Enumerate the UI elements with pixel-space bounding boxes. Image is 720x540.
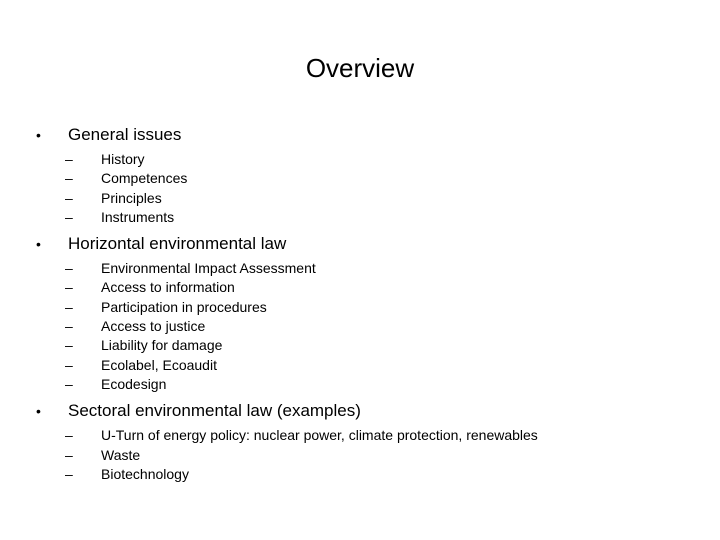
- sub-item-text: Liability for damage: [101, 337, 223, 354]
- sub-item-text: Ecodesign: [101, 375, 167, 392]
- sub-item-text: Participation in procedures: [101, 298, 267, 315]
- sub-item: [65, 356, 696, 375]
- slide-content: [36, 124, 696, 490]
- slide-title: [0, 52, 720, 84]
- sub-item: [65, 150, 696, 169]
- sub-item: [65, 208, 696, 227]
- bullet-heading-text: Sectoral environmental law (examples): [68, 401, 361, 421]
- bullet-heading: [36, 400, 696, 422]
- sub-item: [65, 298, 696, 317]
- sub-item-text: U-Turn of energy policy: nuclear power, climate protection, renewables: [101, 427, 538, 444]
- dash-icon: –: [65, 318, 73, 335]
- dash-icon: –: [65, 279, 73, 296]
- dash-icon: –: [65, 151, 73, 167]
- sub-item: [65, 426, 696, 445]
- dash-icon: –: [65, 260, 73, 277]
- bullet-icon: •: [36, 236, 41, 253]
- section-horizontal-law: [36, 233, 696, 394]
- sub-list: [65, 426, 696, 484]
- bullet-icon: •: [36, 403, 41, 420]
- sub-item-text: Access to justice: [101, 318, 206, 335]
- dash-icon: –: [65, 427, 73, 444]
- bullet-heading: [36, 124, 696, 146]
- dash-icon: –: [65, 170, 73, 187]
- sub-item: [65, 278, 696, 297]
- dash-icon: –: [65, 465, 73, 482]
- sub-item-text: Biotechnology: [101, 465, 189, 482]
- sub-item-text: Waste: [101, 446, 141, 463]
- sub-item: [65, 375, 696, 394]
- sub-list: [65, 259, 696, 394]
- bullet-heading-text: General issues: [68, 125, 182, 144]
- sub-item: [65, 446, 696, 465]
- sub-item: [65, 169, 696, 188]
- dash-icon: –: [65, 356, 73, 373]
- section-general-issues: [36, 124, 696, 227]
- sub-item: [65, 336, 696, 355]
- dash-icon: –: [65, 375, 73, 392]
- sub-item: [65, 465, 696, 484]
- sub-item-text: Access to information: [101, 279, 235, 296]
- sub-item-text: Instruments: [101, 208, 175, 225]
- sub-item-text: History: [101, 151, 145, 167]
- sub-list: [65, 150, 696, 227]
- sub-item-text: Competences: [101, 170, 188, 187]
- bullet-heading-text: Horizontal environmental law: [68, 234, 287, 254]
- sub-item-text: Ecolabel, Ecoaudit: [101, 356, 217, 373]
- section-sectoral-law: [36, 400, 696, 484]
- sub-item: [65, 259, 696, 278]
- sub-item: [65, 189, 696, 208]
- dash-icon: –: [65, 337, 73, 354]
- dash-icon: –: [65, 208, 73, 225]
- slide-title-text: Overview: [305, 53, 415, 83]
- dash-icon: –: [65, 189, 73, 206]
- dash-icon: –: [65, 446, 73, 463]
- bullet-icon: •: [36, 127, 41, 143]
- sub-item-text: Environmental Impact Assessment: [101, 260, 316, 277]
- bullet-heading: [36, 233, 696, 255]
- sub-item: [65, 317, 696, 336]
- sub-item-text: Principles: [101, 189, 162, 206]
- dash-icon: –: [65, 298, 73, 315]
